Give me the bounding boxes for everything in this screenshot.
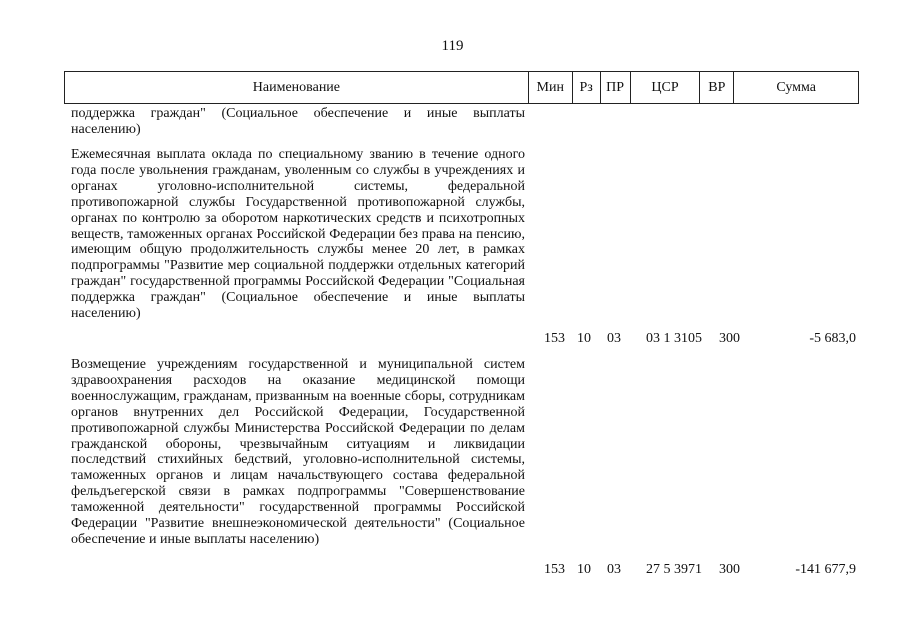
row-text-medical-reimbursement: Возмещение учреждениям государственной и муниципальной систем здравоохранения расходов на оказание медицинской помощи военнослужащим, гражданам, призванным на военные сборы, сотрудникам органов внутренних дел Российской Федерации, Государственной противопожарной службы Министерства Российской Федерации по делам гражданской обороны, чрезвычайным ситуациям и ликвидации последствий стихийных бедствий, уголовно-исполнительной системы, таможенных органов и лицам начальствующего состава федеральной фельдъегерской связи в рамках подпрограммы "Совершенствование таможенной деятельности" государственной программы Российской Федерации "Развитие внешнеэкономической деятельности" (Социальное обеспечение и иные выплаты населению) bbox=[71, 357, 525, 547]
row2-pr: 03 bbox=[607, 562, 621, 577]
row2-csr: 27 5 3971 bbox=[646, 562, 702, 577]
header-rz: Рз bbox=[572, 72, 600, 103]
row2-min: 153 bbox=[544, 562, 565, 577]
header-vr: ВР bbox=[699, 72, 733, 103]
row1-sum: -5 683,0 bbox=[809, 331, 856, 346]
row1-min: 153 bbox=[544, 331, 565, 346]
row2-vr: 300 bbox=[719, 562, 740, 577]
header-sum: Сумма bbox=[733, 72, 858, 103]
row-text-continuation: поддержка граждан" (Социальное обеспечение и иные выплаты населению) bbox=[71, 106, 525, 137]
table-header bbox=[64, 71, 859, 104]
row1-pr: 03 bbox=[607, 331, 621, 346]
row1-vr: 300 bbox=[719, 331, 740, 346]
page-number: 119 bbox=[441, 38, 464, 54]
header-min: Мин bbox=[528, 72, 572, 103]
row1-rz: 10 bbox=[577, 331, 591, 346]
row-text-salary-payment: Ежемесячная выплата оклада по специальному званию в течение одного года после увольнения гражданам, уволенным со службы в учреждениях и органах уголовно-исполнительной системы, федеральной противопожарной службы Государственной противопожарной службы, органах по контролю за оборотом наркотических средств и психотропных веществ, таможенных органах Российской Федерации без права на пенсию, имеющим общую продолжительность службы менее 20 лет, в рамках подпрограммы "Развитие мер социальной поддержки отдельных категорий граждан" государственной программы Российской Федерации "Социальная поддержка граждан" (Социальное обеспечение и иные выплаты населению) bbox=[71, 147, 525, 322]
row2-rz: 10 bbox=[577, 562, 591, 577]
row1-csr: 03 1 3105 bbox=[646, 331, 702, 346]
header-csr: ЦСР bbox=[630, 72, 700, 103]
header-pr: ПР bbox=[600, 72, 630, 103]
row2-sum: -141 677,9 bbox=[795, 562, 856, 577]
header-name: Наименование bbox=[252, 79, 341, 95]
